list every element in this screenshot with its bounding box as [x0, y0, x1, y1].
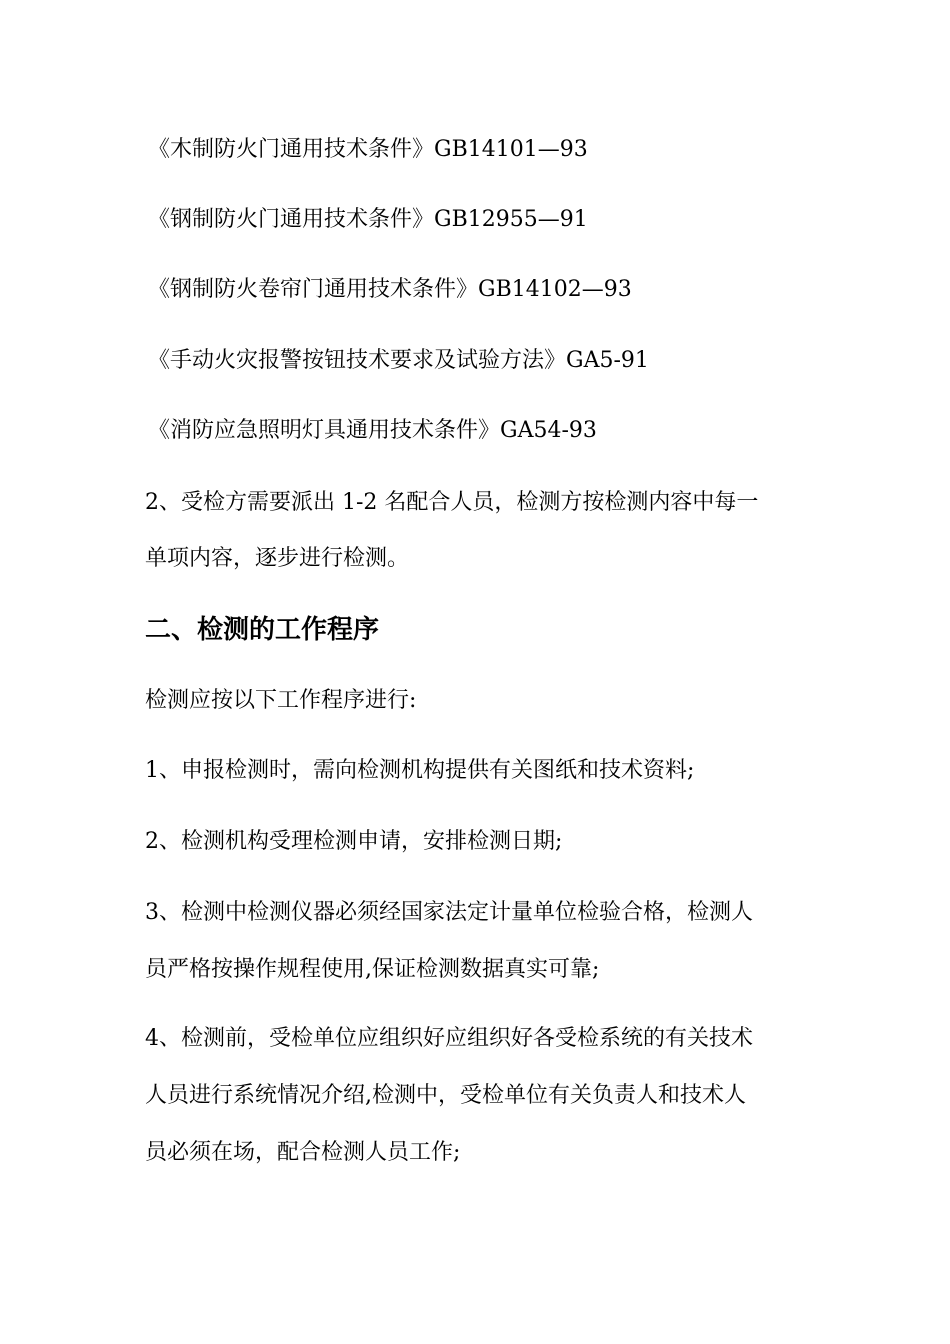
section-heading: 二、检测的工作程序 [145, 615, 380, 645]
standard-item: 《手动火灾报警按钮技术要求及试验方法》GA5-91 [148, 348, 649, 373]
paragraph-line: 2、受检方需要派出 1-2 名配合人员，检测方按检测内容中每一 [145, 490, 759, 515]
step-line: 4、检测前，受检单位应组织好应组织好各受检系统的有关技术 [145, 1026, 753, 1051]
standard-item: 《钢制防火门通用技术条件》GB12955—91 [148, 207, 588, 232]
step-line: 员必须在场，配合检测人员工作; [145, 1140, 461, 1165]
standard-item: 《消防应急照明灯具通用技术条件》GA54-93 [148, 418, 597, 443]
standard-item: 《木制防火门通用技术条件》GB14101—93 [148, 137, 588, 162]
step-line: 员严格按操作规程使用,保证检测数据真实可靠; [145, 957, 600, 982]
step-line: 2、检测机构受理检测申请，安排检测日期; [145, 829, 563, 854]
paragraph-line: 检测应按以下工作程序进行: [145, 688, 417, 713]
step-line: 人员进行系统情况介绍,检测中，受检单位有关负责人和技术人 [145, 1083, 746, 1108]
paragraph-line: 单项内容，逐步进行检测。 [145, 546, 410, 571]
standard-item: 《钢制防火卷帘门通用技术条件》GB14102—93 [148, 277, 632, 302]
step-line: 3、检测中检测仪器必须经国家法定计量单位检验合格，检测人 [145, 900, 753, 925]
step-line: 1、申报检测时，需向检测机构提供有关图纸和技术资料; [145, 758, 695, 783]
